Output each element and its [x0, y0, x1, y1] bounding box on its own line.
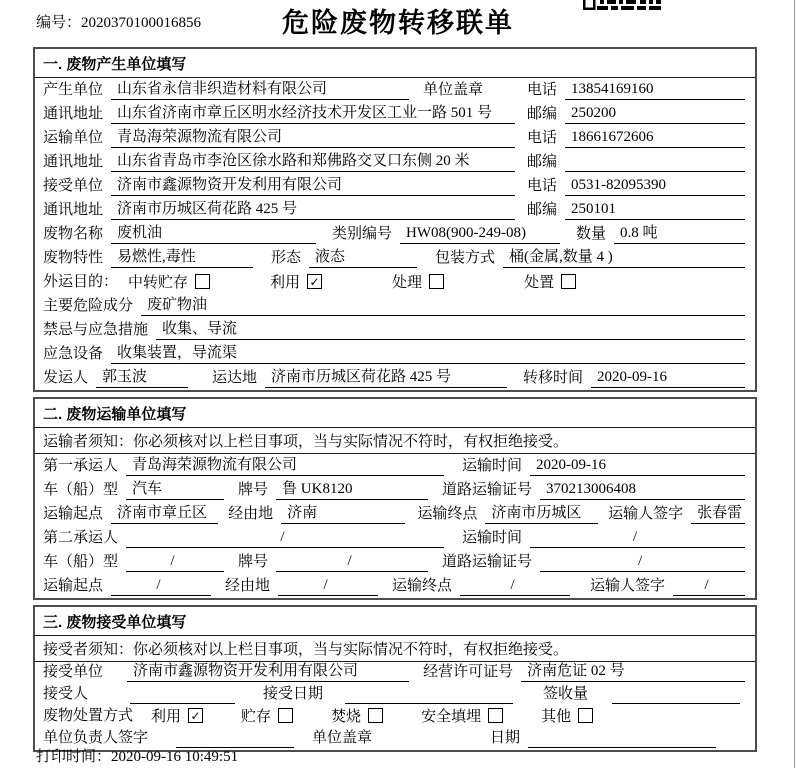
receive-person-label: 接受人	[43, 686, 89, 702]
receive-person-value	[130, 702, 235, 704]
section-2-header: 二. 废物运输单位填写	[35, 399, 755, 428]
first-carrier-row	[35, 454, 755, 478]
second-vehicle-row	[35, 550, 755, 574]
page-right-edge	[794, 0, 795, 768]
section-1-header: 一. 废物产生单位填写	[35, 49, 755, 78]
first-vehicle-row	[35, 478, 755, 502]
vehicle-type-value: 汽车	[126, 477, 224, 500]
zip-label: 邮编	[527, 154, 558, 170]
checkbox-unchecked	[368, 708, 383, 723]
receive-zip-value: 250101	[565, 201, 745, 220]
date-label: 日期	[490, 730, 521, 746]
consignor-label: 发运人	[43, 370, 89, 386]
disposal-option-utilize	[151, 705, 203, 726]
terminus-label: 运输终点	[392, 578, 453, 594]
via-value: 济南	[281, 501, 405, 524]
destination-label: 运达地	[212, 370, 258, 386]
serial-label: 编号：	[36, 15, 82, 31]
plate-no-label: 牌号	[238, 554, 269, 570]
unit-seal-label: 单位盖章	[423, 82, 484, 98]
road-permit-value: 370213006408	[540, 481, 745, 500]
second-carrier-value: /	[126, 529, 444, 548]
receive-date-value	[345, 702, 513, 704]
print-time	[36, 745, 238, 766]
waste-property-row	[35, 246, 755, 270]
date-value	[528, 746, 716, 748]
origin-value: 济南市章丘区	[111, 501, 218, 524]
page-title: 危险废物转移联单	[282, 8, 514, 38]
receipt-qty-label: 签收量	[543, 686, 589, 702]
road-permit-label: 道路运输证号	[442, 554, 533, 570]
transport-zip-value	[565, 170, 745, 172]
second-vehicle-type-value: /	[126, 553, 224, 572]
checkbox-label: 贮存	[241, 709, 272, 725]
plate-no-label: 牌号	[238, 482, 269, 498]
packaging-value: 桶(金属,数量 4 )	[503, 245, 745, 268]
purpose-option-utilize	[270, 271, 322, 292]
transport-phone-value: 18661672606	[565, 129, 745, 148]
disposal-method-row	[35, 706, 755, 728]
checkbox-unchecked	[488, 708, 503, 723]
checkbox-unchecked	[578, 708, 593, 723]
purpose-option-dispose	[524, 271, 576, 292]
via-label: 经由地	[228, 506, 274, 522]
first-transport-time-value: 2020-09-16	[530, 457, 745, 476]
responsible-sign-label: 单位负责人签字	[43, 730, 149, 746]
transfer-time-label: 转移时间	[523, 370, 584, 386]
checkbox-label: 处理	[392, 275, 423, 291]
checkbox-unchecked	[429, 274, 444, 289]
comm-address-label: 通讯地址	[43, 106, 104, 122]
terminus-value: 济南市历城区	[485, 501, 598, 524]
emergency-equipment-row	[35, 342, 755, 366]
checkbox-label: 安全填埋	[421, 709, 482, 725]
serial-value: 2020370100016856	[81, 15, 202, 31]
first-route-row	[35, 502, 755, 526]
section-3-box	[33, 605, 757, 752]
plate-no-value: 鲁 UK8120	[276, 477, 428, 500]
print-time-value: 2020-09-16 10:49:51	[111, 749, 239, 765]
carrier-sign-value: 张春雷	[691, 501, 745, 524]
check-icon: ✓	[309, 274, 320, 289]
producer-unit-value: 山东省永信非织造材料有限公司	[111, 77, 409, 100]
producer-zip-value: 250200	[565, 105, 745, 124]
taboo-value: 收集、导流	[156, 317, 745, 340]
transport-unit-row	[35, 126, 755, 150]
quantity-value: 0.8 吨	[614, 221, 745, 244]
carrier-sign-label: 运输人签字	[608, 506, 684, 522]
transfer-time-value: 2020-09-16	[591, 369, 745, 388]
first-carrier-value: 青岛海荣源物流有限公司	[126, 453, 444, 476]
second-terminus-value: /	[460, 577, 570, 596]
purpose-option-transfer-storage	[128, 271, 210, 292]
second-carrier-row	[35, 526, 755, 550]
carrier-sign-label: 运输人签字	[590, 578, 666, 594]
form-body	[33, 47, 757, 757]
receive-unit-label: 接受单位	[43, 178, 104, 194]
checkbox-label: 处置	[524, 275, 555, 291]
zip-label: 邮编	[527, 202, 558, 218]
taboo-label: 禁忌与应急措施	[43, 322, 149, 338]
second-plate-no-value: /	[276, 553, 428, 572]
disposal-method-label: 废物处置方式	[43, 708, 134, 724]
vehicle-type-label: 车（船）型	[43, 482, 119, 498]
quantity-label: 数量	[576, 226, 607, 242]
form-value: 液态	[309, 245, 417, 268]
unit-seal-label: 单位盖章	[312, 730, 373, 746]
check-icon: ✓	[190, 708, 201, 723]
consignor-row	[35, 366, 755, 390]
waste-property-value: 易燃性,毒性	[111, 245, 253, 268]
second-carrier-sign-value: /	[673, 577, 745, 596]
waste-name-label: 废物名称	[43, 226, 104, 242]
emergency-equipment-value: 收集装置，导流渠	[111, 341, 745, 364]
checkbox-unchecked	[561, 274, 576, 289]
transporter-notice-text: 运输者须知：你必须核对以上栏目事项，当与实际情况不符时，有权拒绝接受。	[43, 434, 569, 450]
first-carrier-label: 第一承运人	[43, 458, 119, 474]
qr-code-fragment	[583, 0, 661, 10]
checkbox-checked	[188, 708, 203, 723]
taboo-row	[35, 318, 755, 342]
checkbox-label: 焚烧	[331, 709, 362, 725]
section-3-header: 三. 废物接受单位填写	[35, 607, 755, 636]
main-hazard-row	[35, 294, 755, 318]
producer-phone-value: 13854169160	[565, 81, 745, 100]
producer-unit-label: 产生单位	[43, 82, 104, 98]
road-permit-label: 道路运输证号	[442, 482, 533, 498]
second-origin-value: /	[111, 577, 211, 596]
phone-label: 电话	[527, 82, 558, 98]
producer-address-value: 山东省济南市章丘区明水经济技术开发区工业一路 501 号	[111, 101, 515, 124]
checkbox-checked	[307, 274, 322, 289]
receipt-qty-value	[612, 702, 740, 704]
transport-unit-label: 运输单位	[43, 130, 104, 146]
comm-address-label: 通讯地址	[43, 202, 104, 218]
waste-property-label: 废物特性	[43, 250, 104, 266]
zip-label: 邮编	[527, 106, 558, 122]
checkbox-label: 利用	[151, 709, 182, 725]
second-via-value: /	[278, 577, 378, 596]
license-no-value: 济南危证 02 号	[521, 659, 745, 682]
producer-address-row	[35, 102, 755, 126]
receiver-unit-value: 济南市鑫源物资开发利用有限公司	[127, 659, 409, 682]
outbound-purpose-label: 外运目的：	[43, 274, 119, 290]
producer-unit-row	[35, 78, 755, 102]
via-label: 经由地	[225, 578, 271, 594]
main-hazard-value: 废矿物油	[141, 293, 745, 316]
origin-label: 运输起点	[43, 578, 104, 594]
receiver-notice-text: 接受者须知：你必须核对以上栏目事项，当与实际情况不符时，有权拒绝接受。	[43, 642, 569, 658]
purpose-option-treat	[392, 271, 444, 292]
second-transport-time-value: /	[530, 529, 745, 548]
disposal-option-storage	[241, 705, 293, 726]
consignor-value: 郭玉波	[96, 365, 188, 388]
receive-address-row	[35, 198, 755, 222]
disposal-option-other	[541, 705, 593, 726]
checkbox-unchecked	[278, 708, 293, 723]
disposal-option-incinerate	[331, 705, 383, 726]
receive-date-label: 接受日期	[263, 686, 324, 702]
phone-label: 电话	[527, 178, 558, 194]
comm-address-label: 通讯地址	[43, 154, 104, 170]
packaging-label: 包装方式	[435, 250, 496, 266]
receive-address-value: 济南市历城区荷花路 425 号	[111, 197, 515, 220]
transport-time-label: 运输时间	[462, 458, 523, 474]
receive-phone-value: 0531-82095390	[565, 177, 745, 196]
category-code-value: HW08(900-249-08)	[400, 225, 560, 244]
checkbox-label: 其他	[541, 709, 572, 725]
destination-value: 济南市历城区荷花路 425 号	[265, 365, 507, 388]
second-road-permit-value: /	[540, 553, 745, 572]
terminus-label: 运输终点	[417, 506, 478, 522]
license-no-label: 经营许可证号	[423, 664, 514, 680]
phone-label: 电话	[527, 130, 558, 146]
transporter-notice-row	[35, 428, 755, 454]
disposal-option-landfill	[421, 705, 503, 726]
origin-label: 运输起点	[43, 506, 104, 522]
second-carrier-label: 第二承运人	[43, 530, 119, 546]
section-1-box	[33, 47, 757, 392]
category-code-label: 类别编号	[332, 226, 393, 242]
vehicle-type-label: 车（船）型	[43, 554, 119, 570]
transport-address-row	[35, 150, 755, 174]
waste-name-value: 废机油	[111, 221, 316, 244]
print-time-label: 打印时间：	[36, 749, 112, 765]
checkbox-label: 利用	[270, 275, 301, 291]
receive-person-row	[35, 684, 755, 706]
transport-time-label: 运输时间	[462, 530, 523, 546]
waste-name-row	[35, 222, 755, 246]
section-2-box	[33, 397, 757, 600]
receiver-unit-row	[35, 662, 755, 684]
checkbox-unchecked	[195, 274, 210, 289]
transport-unit-value: 青岛海荣源物流有限公司	[111, 125, 515, 148]
receive-unit-label: 接受单位	[43, 664, 104, 680]
transport-address-value: 山东省青岛市李沧区徐水路和郑佛路交叉口东侧 20 米	[111, 149, 515, 172]
receive-unit-value: 济南市鑫源物资开发利用有限公司	[111, 173, 515, 196]
main-hazard-label: 主要危险成分	[43, 298, 134, 314]
outbound-purpose-row	[35, 270, 755, 294]
emergency-equipment-label: 应急设备	[43, 346, 104, 362]
checkbox-label: 中转贮存	[128, 275, 189, 291]
form-label: 形态	[271, 250, 302, 266]
receive-unit-row	[35, 174, 755, 198]
second-route-row	[35, 574, 755, 598]
